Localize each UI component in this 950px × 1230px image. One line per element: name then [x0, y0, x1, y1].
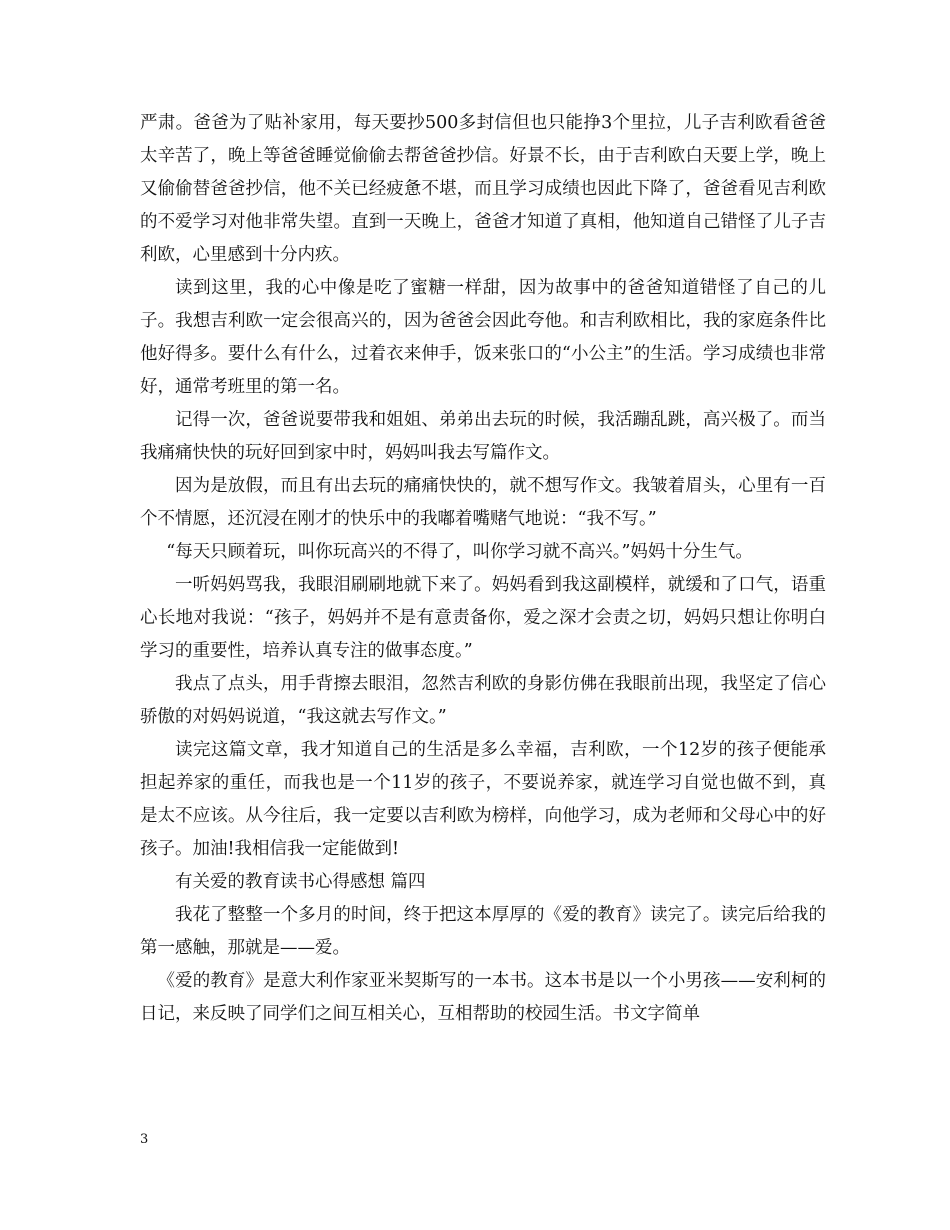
page-number: 3 — [140, 1132, 149, 1147]
paragraph-10: 《爱的教育》是意大利作家亚米契斯写的一本书。这本书是以一个小男孩——安利柯的日记，来反映了同学们之间互相关心，互相帮助的校园生活。书文字简单 — [140, 971, 826, 1024]
paragraph-7: 我点了点头，用手背擦去眼泪，忽然吉利欧的身影仿佛在我眼前出现，我坚定了信心骄傲的对妈妈说道，“我这就去写作文。” — [140, 674, 826, 727]
paragraph-2: 读到这里，我的心中像是吃了蜜糖一样甜，因为故事中的爸爸知道错怪了自己的儿子。我想吉利欧一定会很高兴的，因为爸爸会因此夸他。和吉利欧相比，我的家庭条件比他好得多。要什么有什么，过着衣来伸手，饭来张口的“小公主”的生活。学习成绩也非常好，通常考班里的第一名。 — [140, 278, 826, 397]
paragraph-9: 我花了整整一个多月的时间，终于把这本厚厚的《爱的教育》读完了。读完后给我的第一感触，那就是——爱。 — [140, 905, 826, 958]
section-heading: 有关爱的教育读书心得感想 篇四 — [175, 872, 426, 892]
paragraph-5: “每天只顾着玩，叫你玩高兴的不得了，叫你学习就不高兴。”妈妈十分生气。 — [166, 542, 753, 562]
paragraph-3: 记得一次，爸爸说要带我和姐姐、弟弟出去玩的时候，我活蹦乱跳，高兴极了。而当我痛痛快快的玩好回到家中时，妈妈叫我去写篇作文。 — [140, 410, 826, 463]
paragraph-6: 一听妈妈骂我，我眼泪刷刷地就下来了。妈妈看到我这副模样，就缓和了口气，语重心长地对我说：“孩子，妈妈并不是有意责备你，爱之深才会责之切，妈妈只想让你明白学习的重要性，培养认真专注的做事态度。” — [140, 575, 826, 661]
paragraph-4: 因为是放假，而且有出去玩的痛痛快快的，就不想写作文。我皱着眉头，心里有一百个不情愿，还沉浸在刚才的快乐中的我嘟着嘴赌气地说：“我不写。” — [140, 476, 826, 529]
paragraph-1: 严肃。爸爸为了贴补家用，每天要抄500多封信但也只能挣3个里拉，儿子吉利欧看爸爸太辛苦了，晚上等爸爸睡觉偷偷去帮爸爸抄信。好景不长，由于吉利欧白天要上学，晚上又偷偷替爸爸抄信，他不关已经疲惫不堪，而且学习成绩也因此下降了，爸爸看见吉利欧的不爱学习对他非常失望。直到一天晚上，爸爸才知道了真相，他知道自己错怪了儿子吉利欧，心里感到十分内疚。 — [140, 113, 826, 265]
paragraph-8: 读完这篇文章，我才知道自己的生活是多么幸福，吉利欧，一个12岁的孩子便能承担起养家的重任，而我也是一个11岁的孩子，不要说养家，就连学习自觉也做不到，真是太不应该。从今往后，我一定要以吉利欧为榜样，向他学习，成为老师和父母心中的好孩子。加油!我相信我一定能做到! — [140, 740, 826, 859]
document-body — [140, 107, 826, 1031]
